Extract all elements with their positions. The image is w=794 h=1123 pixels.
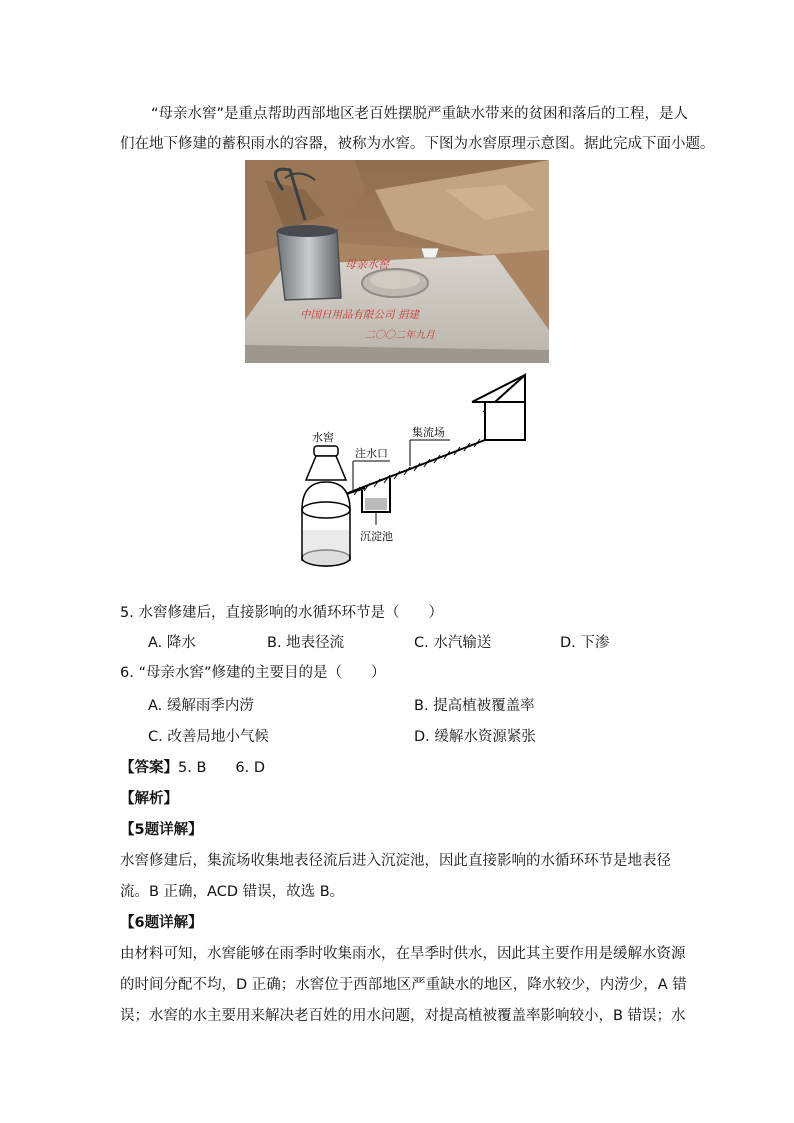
detail5-line-2: 流。B 正确，ACD 错误，故选 B。 (120, 884, 345, 900)
q5-option-c: C. 水汽输送 (414, 635, 492, 651)
answer-text: 5. B 6. D (178, 760, 265, 776)
cellar-cap-shape (314, 446, 338, 456)
intro-line-1: “母亲水窖”是重点帮助西部地区老百姓摆脱严重缺水带来的贫困和落后的工程，是人 (151, 106, 689, 122)
detail6-line-2: 的时间分配不均，D 正确；水窖位于西部地区严重缺水的地区，降水较少，内涝少，A 错 (120, 977, 687, 993)
detail6-line-1: 由材料可知，水窖能够在雨季时收集雨水，在旱季时供水，因此其主要作用是缓解水资源 (120, 946, 686, 962)
intro-line-2: 们在地下修建的蓄积雨水的容器，被称为水窖。下图为水窖原理示意图。据此完成下面小题。 (120, 136, 715, 152)
q6-option-b: B. 提高植被覆盖率 (414, 698, 535, 714)
q6-option-a: A. 缓解雨季内涝 (148, 698, 254, 714)
label-inlet: 注水口 (355, 447, 388, 460)
plate-text-2: 中国日用品有限公司 捐建 (300, 309, 419, 321)
detail6-line-3: 误；水窖的水主要用来解决老百姓的用水问题，对提高植被覆盖率影响较小，B 错误；水 (120, 1008, 686, 1024)
house-shape (485, 402, 525, 440)
q6-stem: 6. “母亲水窖”修建的主要目的是（ ） (120, 665, 386, 681)
answer-line (120, 758, 265, 778)
detail5-line-1: 水窖修建后，集流场收集地表径流后进入沉淀池，因此直接影响的水循环环节是地表径 (120, 853, 671, 869)
label-cellar: 水窖 (312, 431, 334, 444)
detail5-title: 【5题详解】 (120, 822, 203, 838)
label-settling: 沉淀池 (360, 530, 393, 543)
plate-text-1: 母亲水窖 (345, 258, 389, 271)
water-cellar-diagram (290, 370, 540, 580)
q6-option-d: D. 缓解水资源紧张 (414, 729, 536, 745)
label-catchment: 集流场 (412, 426, 445, 439)
answer-label: 【答案】 (120, 760, 178, 776)
q5-option-a: A. 降水 (148, 635, 196, 651)
plate-text-3: 二〇〇二年九月 (365, 330, 435, 341)
analysis-label: 【解析】 (120, 791, 178, 807)
q5-option-d: D. 下渗 (560, 635, 610, 651)
q6-option-c: C. 改善局地小气候 (148, 729, 269, 745)
detail6-title: 【6题详解】 (120, 915, 203, 931)
q5-option-b: B. 地表径流 (267, 635, 345, 651)
water-cellar-photo (245, 160, 549, 363)
q5-stem: 5. 水窖修建后，直接影响的水循环环节是（ ） (120, 605, 443, 621)
